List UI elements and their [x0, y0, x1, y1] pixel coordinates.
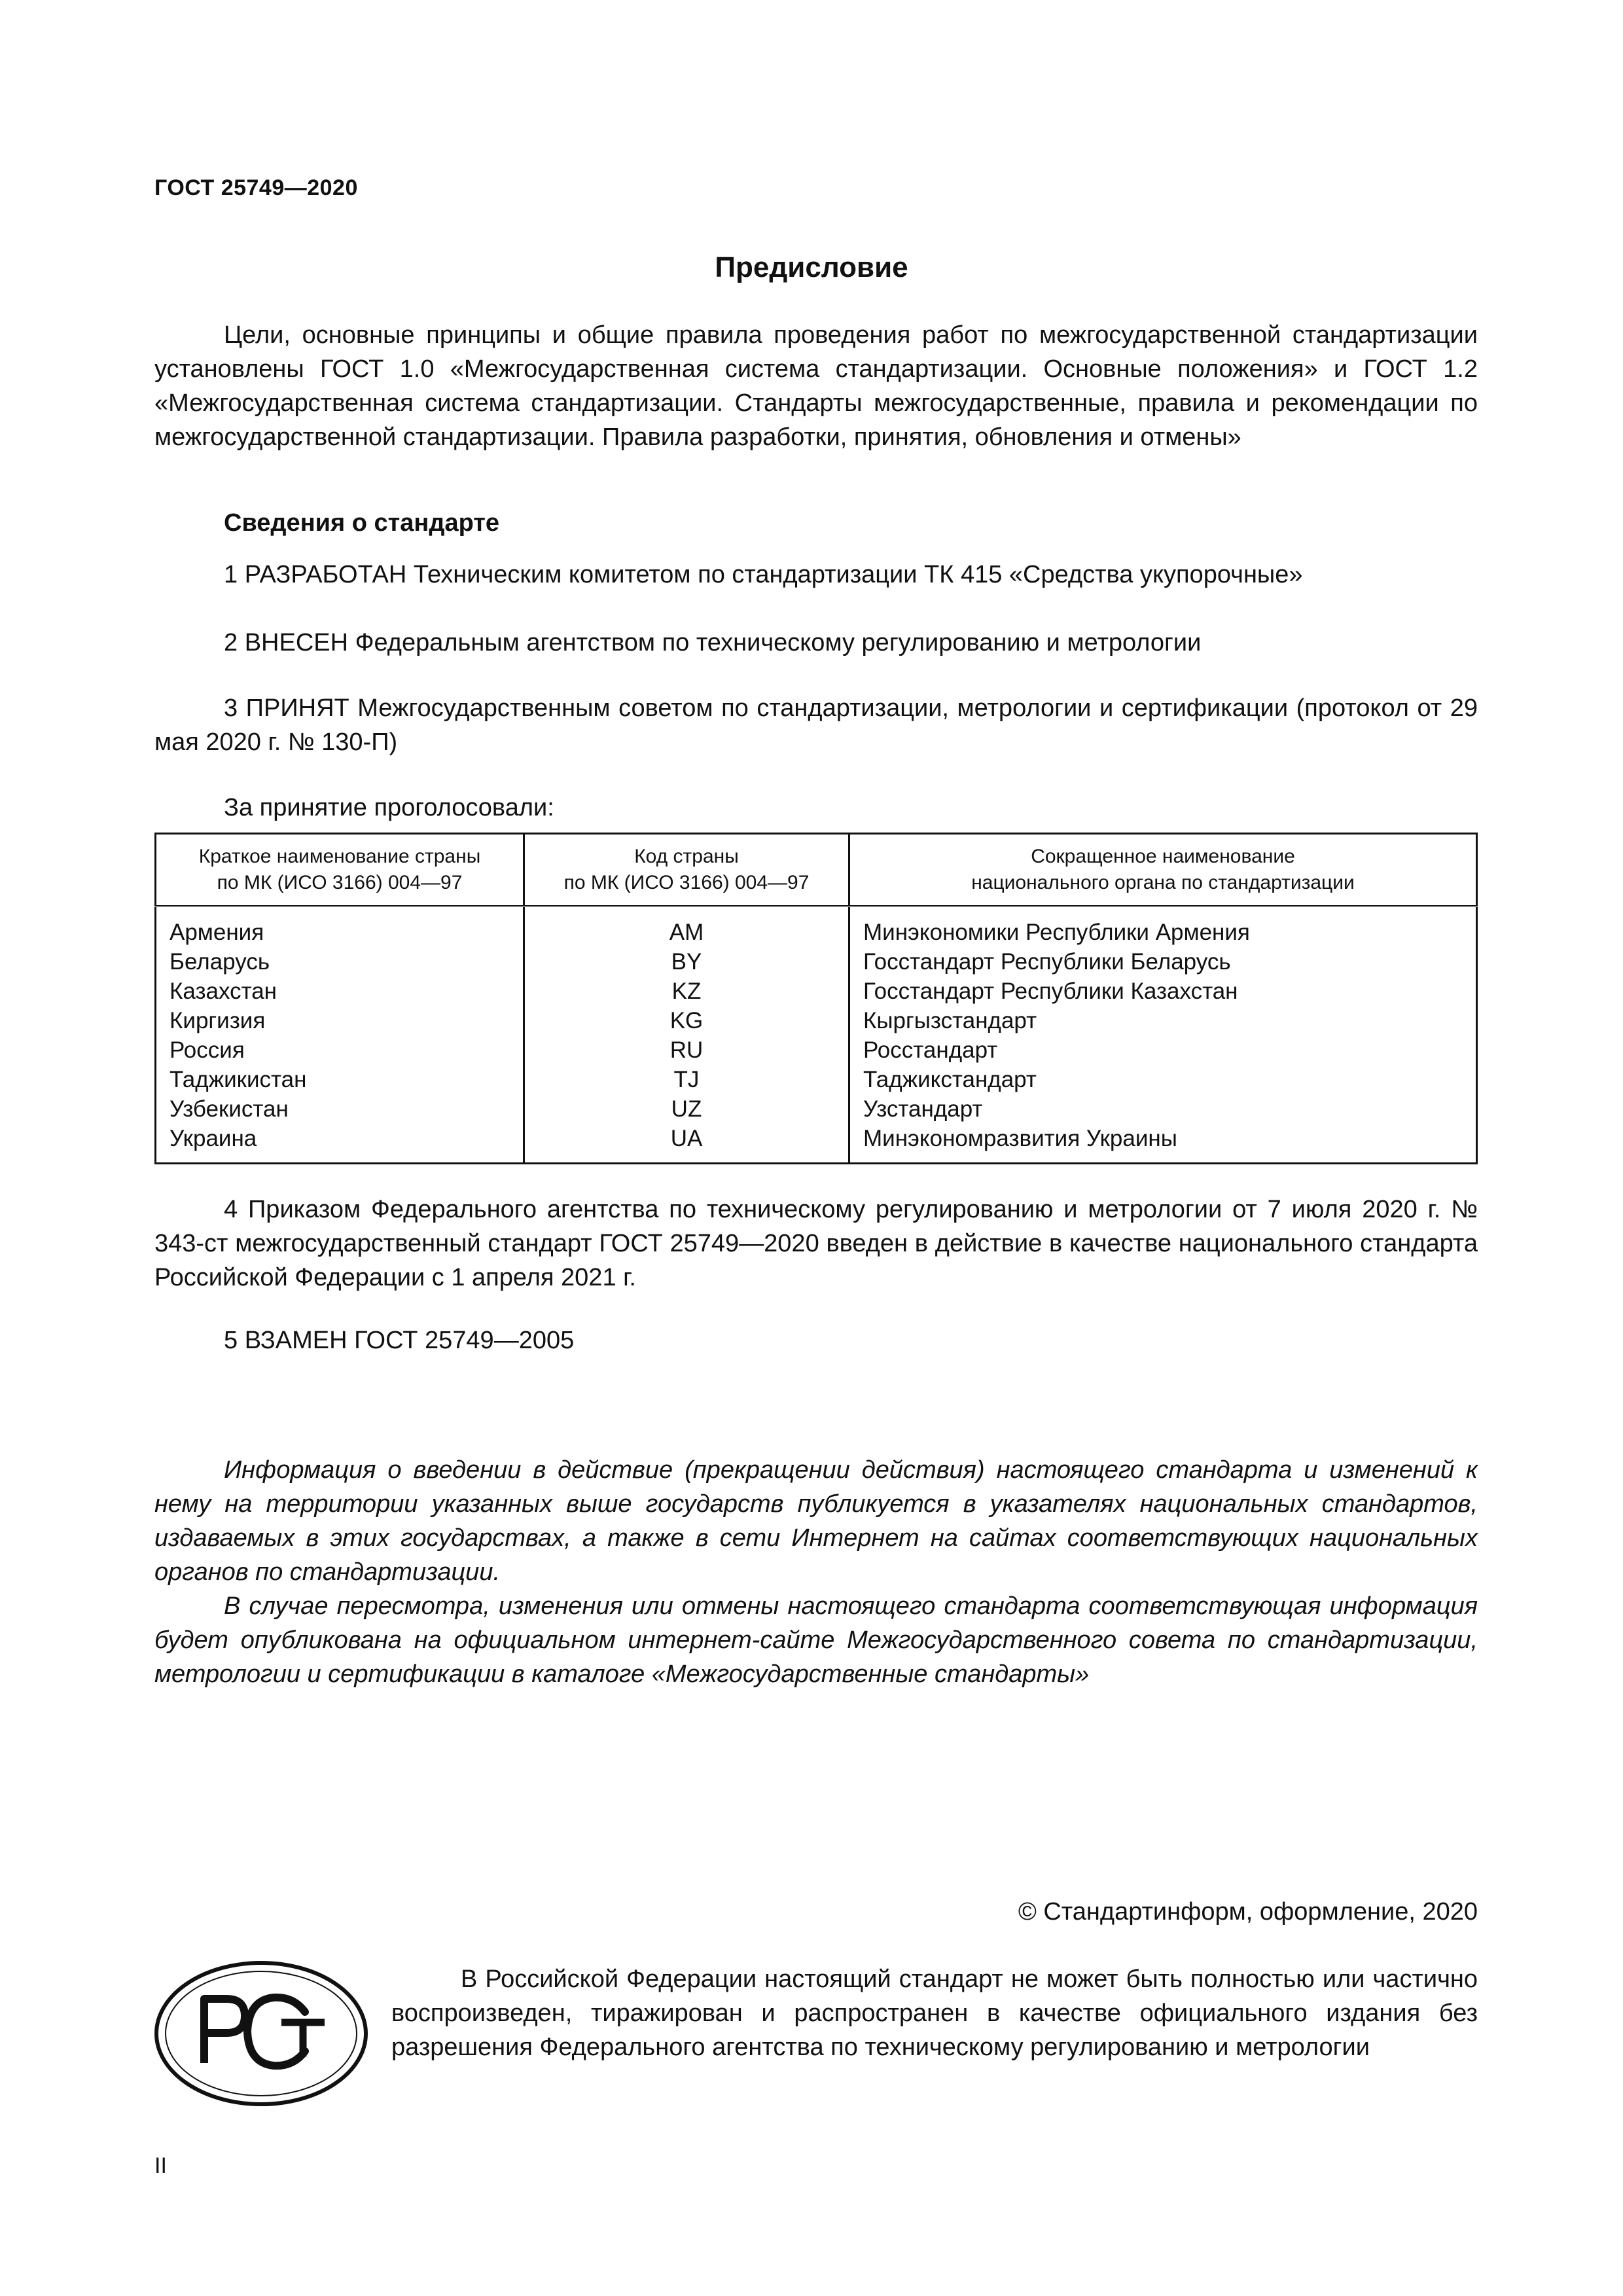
rights-notice [391, 1962, 1478, 2064]
table-row [156, 1124, 1477, 1164]
info-item-4-text: 4 Приказом Федерального агентства по техническому регулированию и метрологии от 7 июля 2020 г. № 343-ст межгосударственный стандарт ГОСТ 25749—2020 введен в действие в качестве национального стандарта Российской Федерации с 1 апреля 2021 г. [154, 1196, 1478, 1291]
header-country [156, 834, 524, 906]
header-country-line2: по МК (ИСО 3166) 004—97 [217, 872, 463, 893]
country-cell: Таджикистан [169, 1067, 307, 1092]
info-item-2 [154, 626, 1478, 660]
table-row [156, 977, 1477, 1006]
body-cell: Госстандарт Республики Беларусь [849, 947, 1477, 977]
page-number: II [154, 2153, 167, 2178]
preface-paragraph [154, 318, 1478, 454]
notice-block [154, 1453, 1478, 1691]
code-cell: AM [524, 906, 849, 948]
notice-paragraph-2: В случае пересмотра, изменения или отмены настоящего стандарта соответствующая информация будет опубликована на официальном интернет-сайте Межгосударственного совета по стандартизации, метрологии и сертификации в каталоге «Межгосударственные стандарты» [154, 1592, 1478, 1688]
code-cell: KZ [524, 977, 849, 1006]
body-cell: Росстандарт [849, 1035, 1477, 1065]
body-cell: Минэкономики Республики Армения [849, 906, 1477, 948]
voting-table [154, 833, 1478, 1164]
notice-paragraph-1: Информация о введении в действие (прекращении действия) настоящего стандарта и изменений к нему на территории указанных выше государств публикуется в указателях национальных стандартов, издаваемых в этих государствах, а также в сети Интернет на сайтах соответствующих национальных органов по стандартизации. [154, 1456, 1478, 1586]
code-cell: BY [524, 947, 849, 977]
body-cell: Узстандарт [849, 1094, 1477, 1124]
body-cell: Таджикстандарт [849, 1065, 1477, 1094]
header-body-line1: Сокращенное наименование [1031, 846, 1295, 867]
code-cell: UA [524, 1124, 849, 1164]
rst-logo-icon [153, 1958, 369, 2109]
info-item-5-text: 5 ВЗАМЕН ГОСТ 25749—2005 [224, 1327, 575, 1354]
info-item-3-text: 3 ПРИНЯТ Межгосударственным советом по стандартизации, метрологии и сертификации (протокол от 29 мая 2020 г. № 130-П) [154, 694, 1478, 756]
header-country-line1: Краткое наименование страны [198, 846, 481, 867]
body-cell: Минэкономразвития Украины [849, 1124, 1477, 1164]
info-item-4 [154, 1193, 1478, 1295]
code-cell: UZ [524, 1094, 849, 1124]
code-cell: TJ [524, 1065, 849, 1094]
standard-designation: ГОСТ 25749—2020 [154, 175, 358, 200]
table-row [156, 906, 1477, 948]
rights-text: В Российской Федерации настоящий стандарт не может быть полностью или частично воспроизведен, тиражирован и распространен в качестве официального издания без разрешения Федерального агентства по техническому регулированию и метрологии [391, 1965, 1478, 2061]
table-row [156, 1065, 1477, 1094]
header-code-line2: по МК (ИСО 3166) 004—97 [563, 872, 810, 893]
page-title: Предисловие [715, 251, 908, 283]
country-cell: Казахстан [169, 978, 277, 1004]
info-item-3 [154, 691, 1478, 759]
info-item-1 [154, 558, 1478, 592]
header-code-line1: Код страны [634, 846, 739, 867]
body-cell: Кыргызстандарт [849, 1006, 1477, 1035]
country-cell: Узбекистан [169, 1096, 289, 1122]
voted-label: За принятие проголосовали: [224, 794, 554, 821]
info-item-5 [154, 1323, 1478, 1357]
header-body [849, 834, 1477, 906]
country-cell: Киргизия [169, 1008, 266, 1033]
table-header-row [156, 834, 1477, 906]
body-cell: Госстандарт Республики Казахстан [849, 977, 1477, 1006]
header-code [524, 834, 849, 906]
copyright-notice: © Стандартинформ, оформление, 2020 [1018, 1898, 1478, 1926]
country-cell: Украина [169, 1126, 257, 1151]
country-cell: Россия [169, 1037, 245, 1063]
standard-info-heading: Сведения о стандарте [224, 509, 500, 537]
table-row [156, 1094, 1477, 1124]
table-row [156, 1006, 1477, 1035]
table-row [156, 1035, 1477, 1065]
country-cell: Армения [169, 920, 264, 945]
code-cell: RU [524, 1035, 849, 1065]
country-cell: Беларусь [169, 949, 270, 975]
info-item-1-text: 1 РАЗРАБОТАН Техническим комитетом по стандартизации ТК 415 «Средства укупорочные» [224, 561, 1303, 588]
table-row [156, 947, 1477, 977]
header-body-line2: национального органа по стандартизации [971, 872, 1355, 893]
logo-text: РСТ [153, 1958, 154, 1959]
preface-text: Цели, основные принципы и общие правила проведения работ по межгосударственной стандартизации установлены ГОСТ 1.0 «Межгосударственная система стандартизации. Основные положения» и ГОСТ 1.2 «Межгосударственная система стандартизации. Стандарты межгосударственные, правила и рекомендации по межгосударственной стандартизации. Правила разработки, принятия, обновления и отмены» [154, 321, 1478, 451]
code-cell: KG [524, 1006, 849, 1035]
info-item-2-text: 2 ВНЕСЕН Федеральным агентством по техническому регулированию и метрологии [224, 629, 1202, 656]
voted-label-block [154, 791, 1478, 825]
